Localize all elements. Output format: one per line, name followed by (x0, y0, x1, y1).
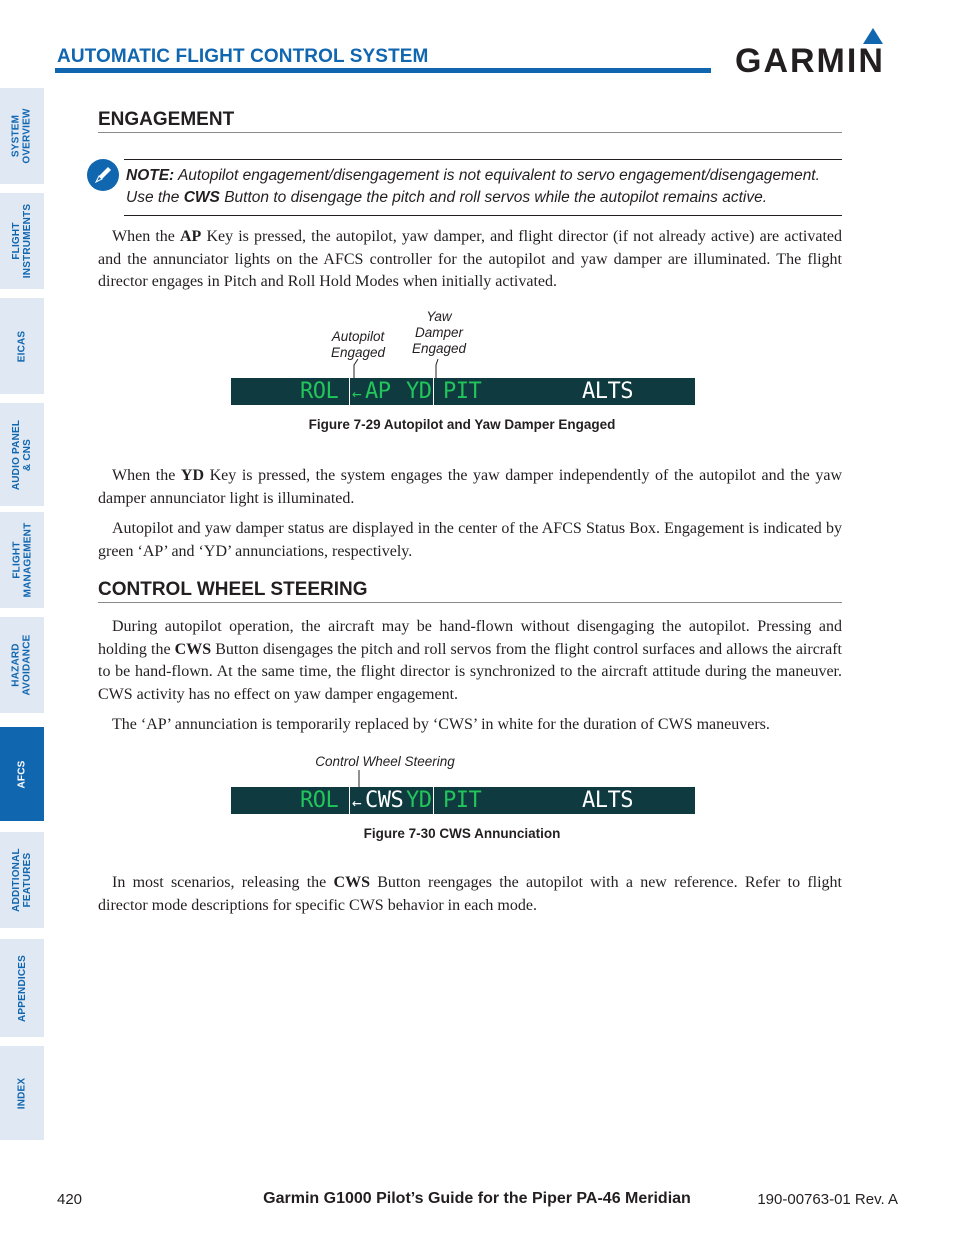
engagement-paragraph-3: Autopilot and yaw damper status are displayed in the center of the AFCS Status Box. Engagement is indicated by green ‘AP’ and ‘YD’ annunciations, respectively. (98, 520, 842, 560)
cws-paragraph-2: The ‘AP’ annunciation is temporarily replaced by ‘CWS’ in white for the duration of CWS maneuvers. (112, 716, 770, 733)
cws-paragraph-3: In most scenarios, releasing the CWS Button reengages the autopilot with a new reference. Refer to flight director mode descriptions for specific CWS behavior in each mode. (98, 874, 842, 914)
altitude-armed-annunciation: ALTS (582, 788, 633, 813)
side-tab-audio-panel-cns[interactable]: AUDIO PANEL & CNS (0, 403, 44, 506)
bar-divider-right (433, 787, 434, 814)
side-tab-flight-management[interactable]: FLIGHT MANAGEMENT (0, 512, 44, 608)
cws-heading: CONTROL WHEEL STEERING (98, 579, 368, 600)
callout-autopilot-engaged: Autopilot Engaged (330, 329, 386, 360)
afcs-status-bar-cws (231, 787, 695, 814)
note-bottom-rule (124, 215, 842, 216)
side-tab-eicas[interactable]: EICAS (0, 298, 44, 394)
callout-yaw-damper-engaged: Yaw Damper Engaged (411, 309, 467, 356)
cws-heading-rule (98, 602, 842, 603)
callout-control-wheel-steering: Control Wheel Steering (315, 754, 455, 769)
note-pen-icon (86, 158, 120, 192)
pitch-mode-annunciation: PIT (443, 788, 482, 813)
note-text: NOTE: Autopilot engagement/disengagement is not equivalent to servo engagement/disengagement. Use the CWS Button to disengage the pitch and roll servos while the autopilot remains active. (126, 167, 820, 206)
svg-text:GARMIN: GARMIN (735, 42, 885, 76)
footer-title: Garmin G1000 Pilot’s Guide for the Piper PA-46 Meridian (263, 1190, 691, 1207)
garmin-logo (733, 26, 899, 76)
mode-arrow-icon: ← (352, 384, 362, 403)
side-tab-additional-features[interactable]: ADDITIONAL FEATURES (0, 832, 44, 928)
ap-annunciation: AP (365, 379, 391, 404)
pitch-mode-annunciation: PIT (443, 379, 482, 404)
afcs-status-bar-engaged (231, 378, 695, 405)
header-rule (55, 68, 711, 73)
figure-7-29-caption: Figure 7-29 Autopilot and Yaw Damper Engaged (308, 417, 616, 432)
side-tab-system-overview[interactable]: SYSTEM OVERVIEW (0, 88, 44, 184)
roll-mode-annunciation: ROL (300, 788, 339, 813)
yd-annunciation: YD (406, 788, 432, 813)
roll-mode-annunciation: ROL (300, 379, 339, 404)
engagement-paragraph-2: When the YD Key is pressed, the system engages the yaw damper independently of the autopilot and the yaw damper annunciator light is illuminated. (98, 467, 843, 507)
note-top-rule (124, 159, 842, 160)
bar-divider-right (433, 378, 434, 405)
figure-7-30-caption: Figure 7-30 CWS Annunciation (363, 826, 561, 841)
side-tab-flight-instruments[interactable]: FLIGHT INSTRUMENTS (0, 193, 44, 289)
side-tab-appendices[interactable]: APPENDICES (0, 939, 44, 1037)
mode-arrow-icon: ← (352, 793, 362, 812)
garmin-logo-triangle-icon (733, 26, 899, 76)
side-tab-afcs[interactable]: AFCS (0, 727, 44, 821)
document-number: 190-00763-01 Rev. A (757, 1191, 898, 1208)
side-tab-hazard-avoidance[interactable]: HAZARD AVOIDANCE (0, 617, 44, 713)
engagement-heading: ENGAGEMENT (98, 109, 235, 130)
engagement-heading-rule (98, 132, 842, 133)
page-number: 420 (57, 1191, 83, 1208)
section-header-title: AUTOMATIC FLIGHT CONTROL SYSTEM (57, 46, 429, 67)
cws-annunciation: CWS (365, 788, 404, 813)
bar-divider-left (349, 378, 350, 405)
engagement-paragraph-1: When the AP Key is pressed, the autopilot, yaw damper, and flight director (if not already active) are activated and the annunciator lights on the AFCS controller for the autopilot and yaw damper are illuminated. The flight director engages in Pitch and Roll Hold Modes when initially activated. (98, 228, 842, 290)
altitude-armed-annunciation: ALTS (582, 379, 633, 404)
side-tab-index[interactable]: INDEX (0, 1046, 44, 1140)
cws-paragraph-1: During autopilot operation, the aircraft may be hand-flown without disengaging the autopilot. Pressing and holding the CWS Button disengages the pitch and roll servos from the flight control surfaces and allows the aircraft to be hand-flown. At the same time, the flight director is synchronized to the aircraft attitude during the maneuver. CWS activity has no effect on yaw damper engagement. (98, 618, 843, 703)
bar-divider-left (349, 787, 350, 814)
yd-annunciation: YD (406, 379, 432, 404)
